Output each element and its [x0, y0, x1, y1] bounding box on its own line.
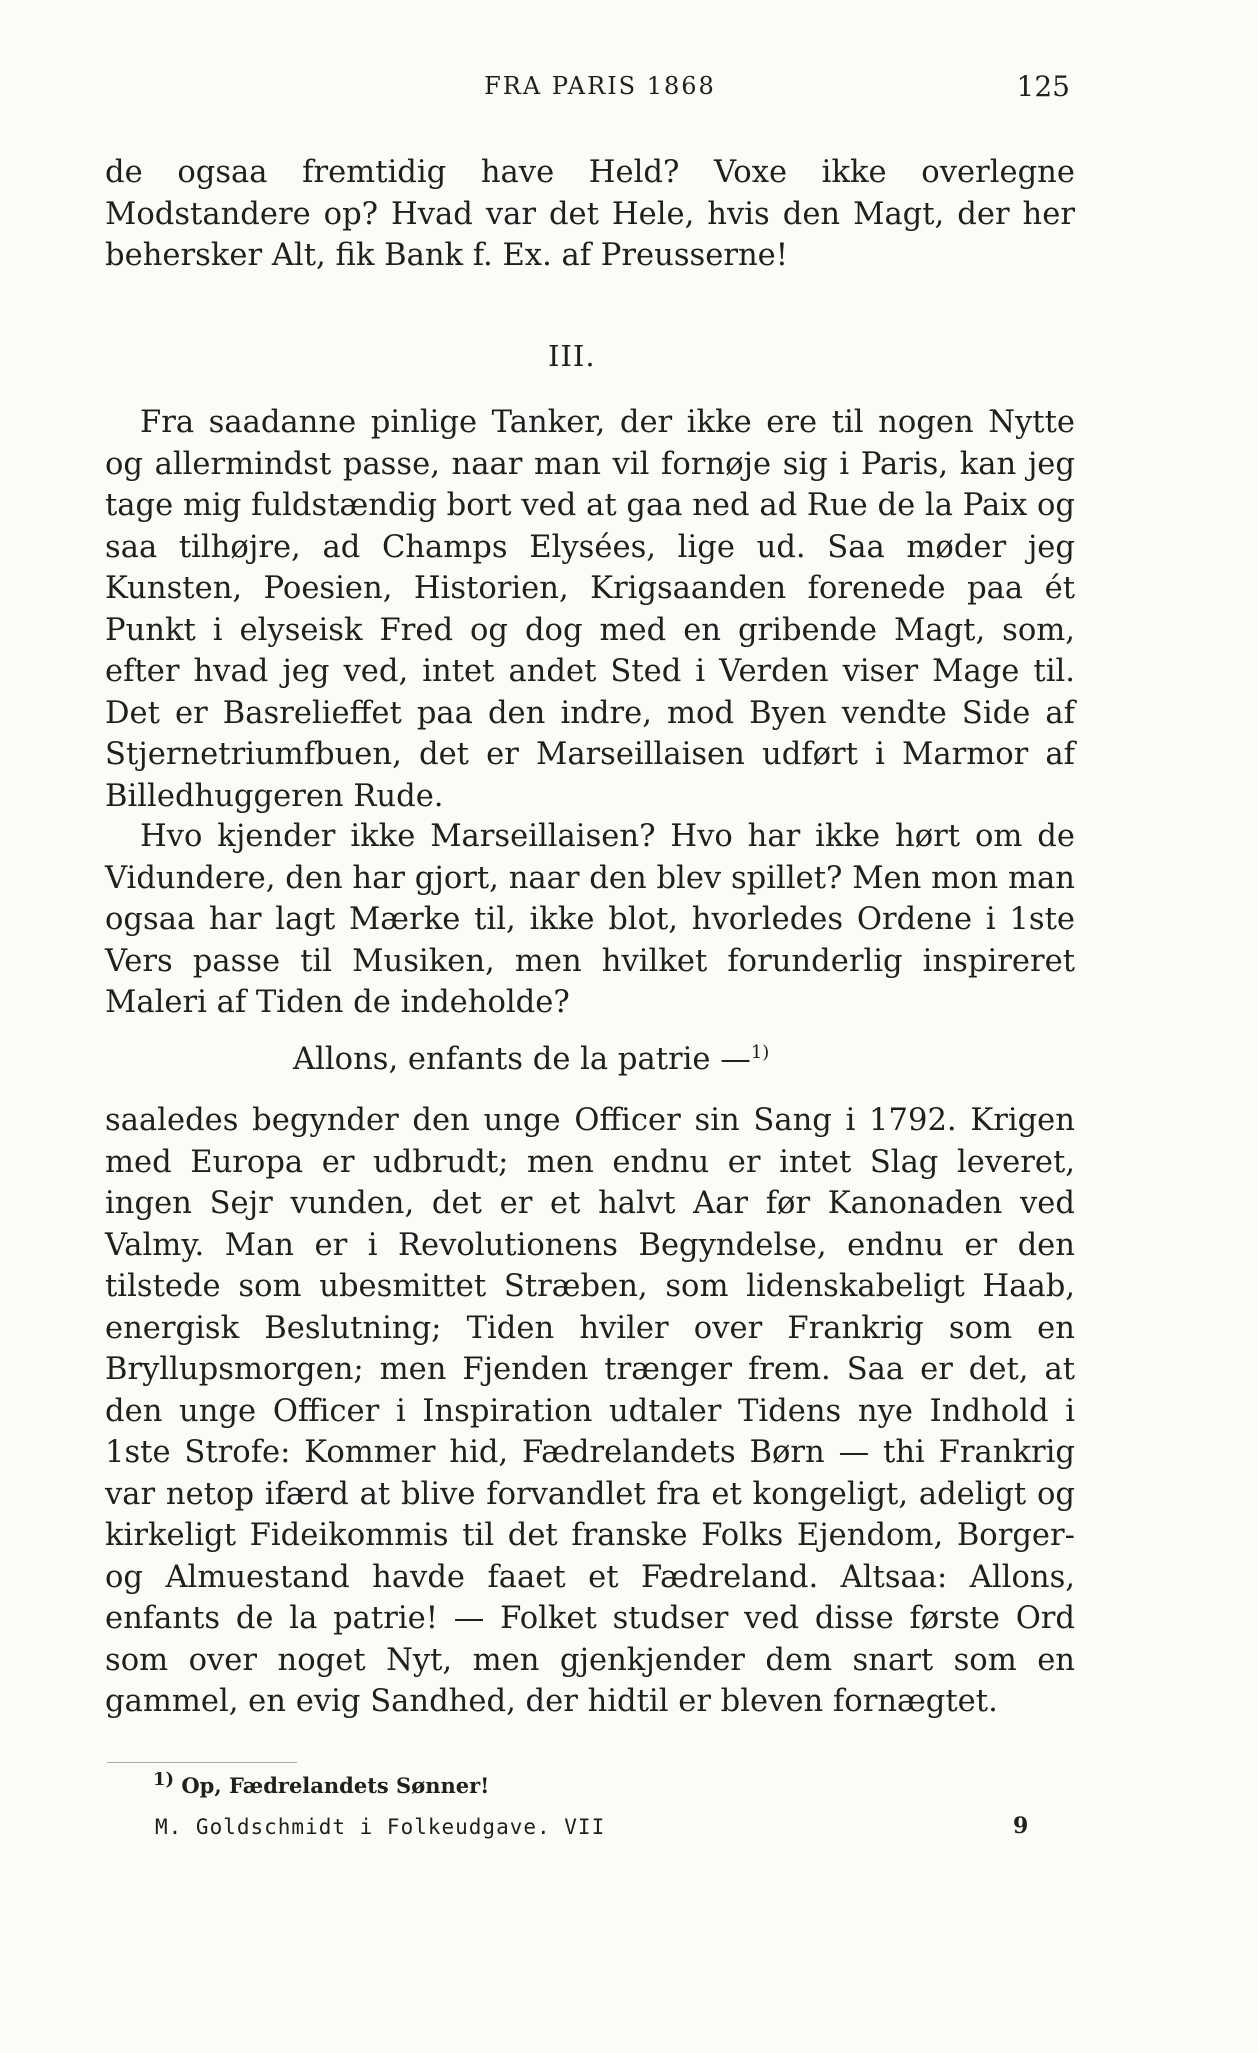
footnote-mark: 1) [153, 1769, 175, 1790]
continuation-paragraph: de ogsaa fremtidig have Held? Voxe ikke overlegne Modstandere op? Hvad var det Hele, hvis den Magt, der her behersker Alt, fik Bank f. Ex. af Preusserne! [105, 155, 1075, 273]
signature-line: M. Goldschmidt i Folkeudgave. VII [155, 1815, 606, 1839]
quote-footnote-mark: 1) [750, 1041, 770, 1063]
footnote [153, 1769, 490, 1800]
section-paragraph-1: Fra saadanne pinlige Tanker, der ikke ere til nogen Nytte og allermindst passe, naar man vil fornøje sig i Paris, kan jeg tage mig fuldstændig bort ved at gaa ned ad Rue de la Paix og saa tilhøjre, ad Champs Elysées, lige ud. Saa møder jeg Kunsten, Poesien, Historien, Krigsaanden forenede paa ét Punkt i elyseisk Fred og dog med en gribende Magt, som, efter hvad jeg ved, intet andet Sted i Verden viser Mage til. Det er Basrelieffet paa den indre, mod Byen vendte Side af Stjernetriumfbuen, det er Marseillaisen udført i Marmor af Billedhuggeren Rude. [105, 405, 1075, 814]
running-header-title: FRA PARIS 1868 [484, 72, 716, 100]
section-heading: III. [548, 339, 596, 373]
footnote-text: Op, Fædrelandets Sønner! [181, 1773, 490, 1798]
footnote-rule [107, 1762, 297, 1763]
page-number: 125 [1016, 70, 1070, 103]
section-paragraph-2: Hvo kjender ikke Marseillaisen? Hvo har ikke hørt om de Vidundere, den har gjort, naar den blev spillet? Men mon man ogsaa har lagt Mærke til, ikke blot, hvorledes Ordene i 1ste Vers passe til Musiken, men hvilket forunderlig inspireret Maleri af Tiden de indeholde? [105, 819, 1075, 1020]
section-paragraph-3: saaledes begynder den unge Officer sin Sang i 1792. Krigen med Europa er udbrudt; men endnu er intet Slag leveret, ingen Sejr vunden, det er et halvt Aar før Kanonaden ved Valmy. Man er i Revolutionens Begyndelse, endnu er den tilstede som ubesmittet Stræben, som lidenskabeligt Haab, energisk Beslutning; Tiden hviler over Frankrig som en Bryllupsmorgen; men Fjenden trænger frem. Saa er det, at den unge Officer i Inspiration udtaler Tidens nye Indhold i 1ste Strofe: Kommer hid, Fædrelandets Børn — thi Frankrig var netop ifærd at blive forvandlet fra et kongeligt, adeligt og kirkeligt Fideikommis til det franske Folks Ejendom, Borger- og Almuestand havde faaet et Fædreland. Altsaa: Allons, enfants de la patrie! — Folket studser ved disse første Ord som over noget Nyt, men gjenkjender dem snart som en gammel, en evig Sandhed, der hidtil er bleven fornægtet. [105, 1103, 1075, 1719]
signature-number: 9 [1013, 1813, 1029, 1839]
marseillaise-quote [293, 1040, 769, 1080]
quote-text: Allons, enfants de la patrie — [293, 1042, 751, 1077]
